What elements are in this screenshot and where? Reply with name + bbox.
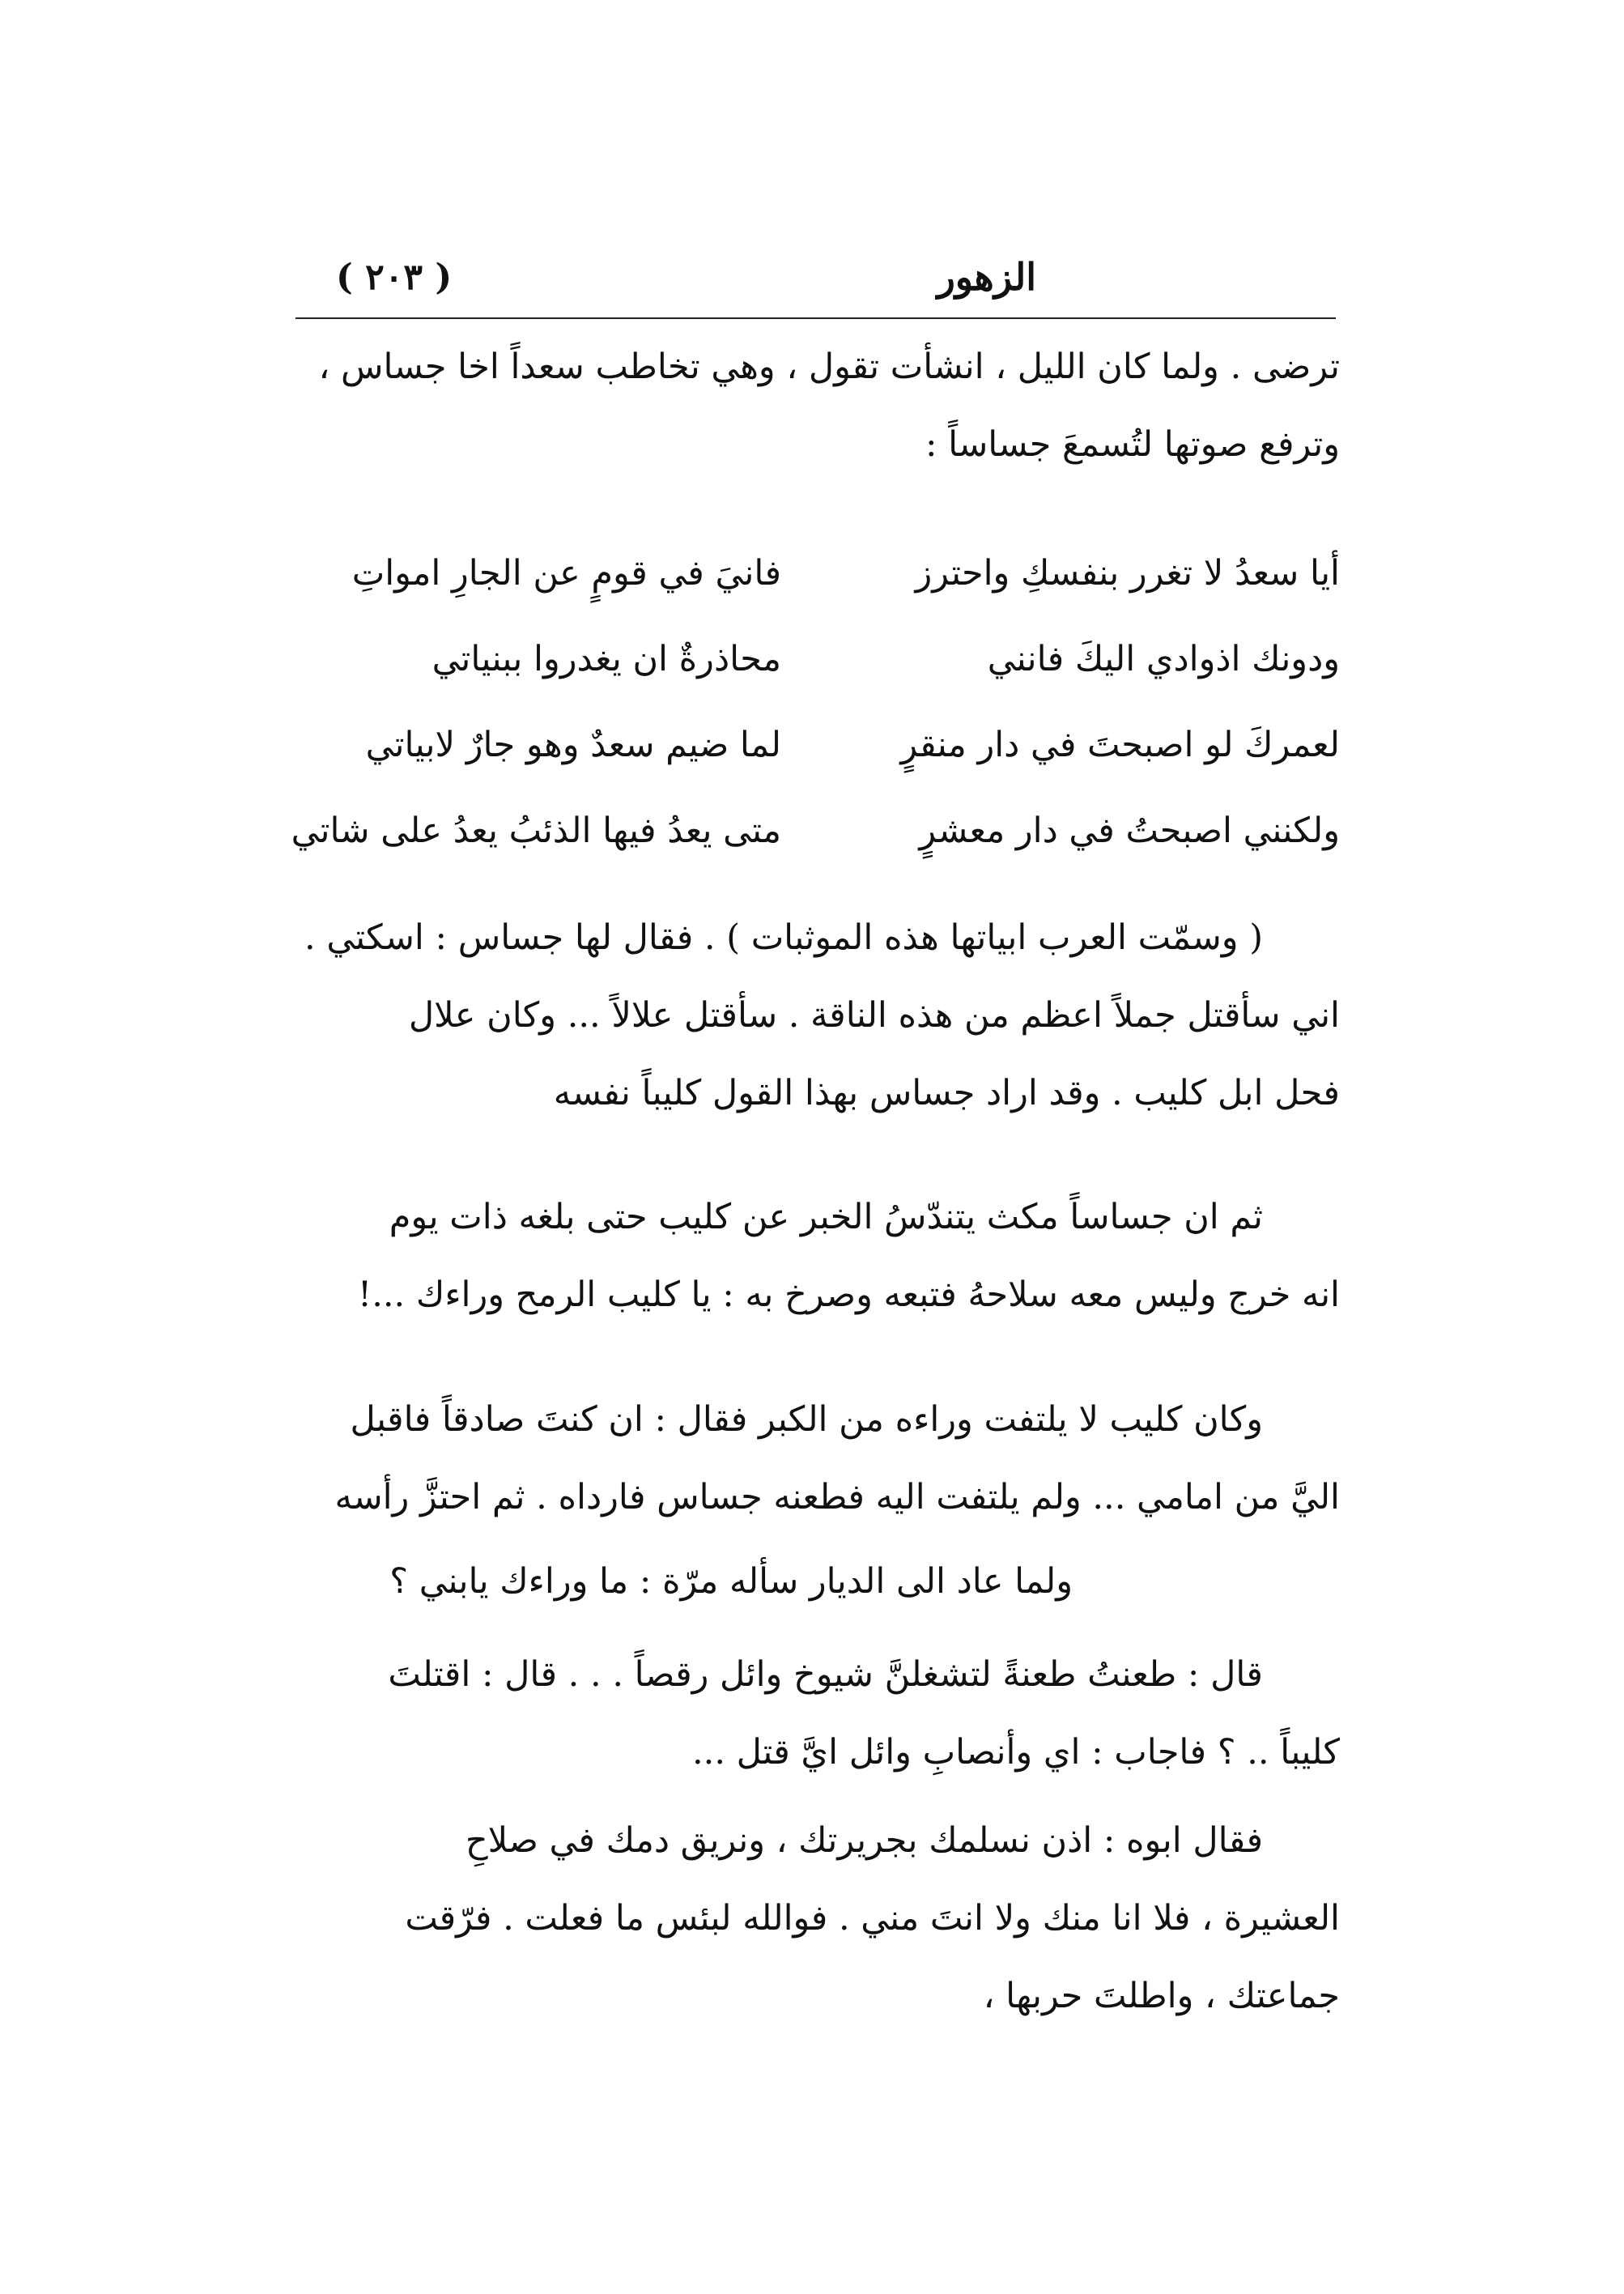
text-line: اني سأقتل جملاً اعظم من هذه الناقة . سأقتل علالاً ... وكان علال [408,995,1340,1036]
text-line: وكان كليب لا يلتفت وراءه من الكبر فقال : ان كنتَ صادقاً فاقبل [350,1399,1263,1440]
text-line: قال : طعنتُ طعنةً لتشغلنَّ شيوخ وائل رقصاً . . . قال : اقتلتَ [388,1654,1263,1695]
verse-first-hemistich: ودونك اذوادي اليكَ فانني [987,639,1340,679]
verse-second-hemistich: محاذرةٌ ان يغدروا ببنياتي [432,639,781,679]
poem [287,530,1340,874]
text-line: فحل ابل كليب . وقد اراد جساس بهذا القول كليباً نفسه [553,1073,1340,1113]
text-line: انه خرج وليس معه سلاحهُ فتبعه وصرخ به : يا كليب الرمح وراءك ...! [357,1275,1340,1315]
verse-first-hemistich: لعمركَ لو اصبحتَ في دار منقرٍ [900,725,1340,765]
text-line: اليَّ من امامي ... ولم يلتفت اليه فطعنه جساس فارداه . ثم احتزَّ رأسه [334,1477,1340,1517]
text-line: جماعتك ، واطلتَ حربها ، [983,1976,1340,2016]
text-line: ثم ان جساساً مكث يتندّسُ الخبر عن كليب حتى بلغه ذات يوم [389,1197,1263,1237]
paragraph [287,1543,1340,1620]
verse-line [287,788,1340,874]
text-line: وترفع صوتها لتُسمعَ جساساً : [925,424,1340,465]
paragraph [287,899,1340,1132]
verse-second-hemistich: فانيَ في قومٍ عن الجارِ امواتِ [351,553,781,594]
paragraph [287,1178,1340,1334]
paragraph [287,1636,1340,1791]
text-line: كليباً .. ؟ فاجاب : اي وأنصابِ وائل ايَّ قتل ... [691,1732,1340,1773]
verse-line [287,616,1340,702]
running-title: الزهور [937,255,1036,299]
verse-second-hemistich: متى يعدُ فيها الذئبُ يعدُ على شاتي [291,811,781,851]
verse-first-hemistich: ولكنني اصبحتُ في دار معشرٍ [919,811,1340,851]
verse-line [287,530,1340,616]
text-line: ( وسمّت العرب ابياتها هذه الموثبات ) . فقال لها جساس : اسكتي . [304,917,1263,958]
text-line: العشيرة ، فلا انا منك ولا انتَ مني . فوالله لبئس ما فعلت . فرّقت [405,1898,1340,1939]
verse-first-hemistich: أيا سعدُ لا تغرر بنفسكِ واحترز [915,553,1340,594]
verse-line [287,702,1340,788]
page-header [295,247,1336,308]
paragraph [287,1802,1340,2035]
text-line: ولما عاد الى الديار سأله مرّة : ما وراءك يابني ؟ [389,1561,1073,1602]
header-rule [295,317,1336,319]
intro-paragraph [287,328,1340,483]
text-line: ترضى . ولما كان الليل ، انشأت تقول ، وهي تخاطب سعداً اخا جساس ، [318,347,1340,387]
verse-second-hemistich: لما ضيم سعدٌ وهو جارٌ لابياتي [365,725,781,765]
page-number: ( ٢٠٣ ) [336,257,453,298]
text-line: فقال ابوه : اذن نسلمك بجريرتك ، ونريق دمك في صلاحِ [465,1820,1263,1861]
paragraph [287,1381,1340,1536]
